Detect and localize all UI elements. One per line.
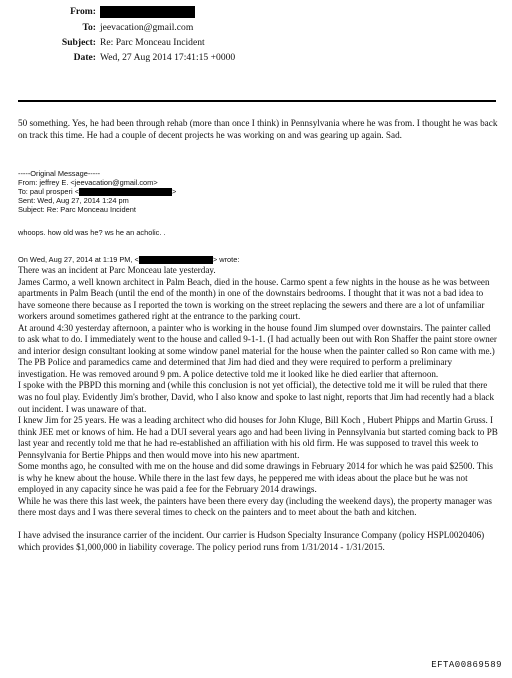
document-id: EFTA00869589 (431, 660, 502, 670)
header-to (0, 22, 512, 34)
header-subject (0, 37, 512, 49)
quoted-intro-redaction (139, 256, 213, 264)
quoted-intro (18, 256, 239, 265)
original-from: From: jeffrey E. <jeevacation@gmail.com> (18, 178, 158, 187)
from-redaction (100, 6, 195, 18)
header-date (0, 52, 512, 64)
quoted-paragraph: I knew Jim for 25 years. He was a leading architect who did houses for John Kluge, Bill Koch , Hubert Phipps and Martin Gruss. I think JEE met or knows of him. He had a DUI several years ago and had been living in Pennsylvania but started coming back to PB last year and recently told me that he had re-established an affiliation with his old firm. He was supposed to travel this week to Pennsylvania for Bertie Phipps and then would move into his new apartment. (18, 415, 498, 460)
quoted-paragraph: James Carmo, a well known architect in Palm Beach, died in the house. Carmo spent a few nights in the house as he was between apartments in Palm Beach (until the end of the month) in one of the downstairs bedrooms. I thought that it was not a bad idea to have someone there because as I reported the town is working on the street replacing the sewers and there are a lot of unfamiliar workers around sometimes gathered right at the entrance to the parking court. (18, 276, 490, 322)
subject-label: Subject: (61, 37, 96, 48)
header-divider (18, 100, 496, 102)
original-message: whoops. how old was he? ws he an acholic. . (18, 228, 166, 237)
to-value: jeevacation@gmail.com (100, 22, 194, 33)
subject-value: Re: Parc Monceau Incident (100, 37, 205, 48)
to-label: To: (82, 22, 96, 33)
quoted-paragraph: While he was there this last week, the painters have been there every day (including the weekend days), the property manager was there most days and I was there several times to check on the painters and to meet about the bath and kitchen. (18, 495, 492, 518)
from-label: From: (70, 6, 96, 17)
original-to-suffix: > (172, 187, 177, 196)
date-value: Wed, 27 Aug 2014 17:41:15 +0000 (100, 52, 236, 63)
original-subject: Subject: Re: Parc Monceau Incident (18, 205, 136, 214)
original-sent: Sent: Wed, Aug 27, 2014 1:24 pm (18, 196, 129, 205)
original-to-redaction (79, 188, 172, 196)
quoted-intro-prefix: On Wed, Aug 27, 2014 at 1:19 PM, < (18, 255, 139, 264)
quoted-paragraph: There was an incident at Parc Monceau late yesterday. (18, 265, 216, 275)
quoted-paragraph: Some months ago, he consulted with me on the house and did some drawings in February 2014 for which he was paid $2500. This is why he knew about the house. While there in the last few days, he peppered me with ideas about the place but he was not employed in any capacity since he was paid a fee for the February 2014 drawings. (18, 461, 493, 495)
header-from (0, 6, 96, 18)
quoted-paragraph: I spoke with the PBPD this morning and (while this conclusion is not yet official), the detective told me it will be ruled that there was no foul play. Evidently Jim's brother, David, who I also know and spoke to last night, reports that Jim had recently had a black out incident. I was unaware of that. (18, 380, 494, 414)
quoted-intro-suffix: > wrote: (212, 255, 240, 264)
closing-paragraph: I have advised the insurance carrier of the incident. Our carrier is Hudson Specialty Insurance Company (policy HSPL0020406) which provides $1,000,000 in liability coverage. The policy period runs from 1/31/2014 - 1/31/2015. (18, 530, 485, 552)
reply-text: 50 something. Yes, he had been through rehab (more than once I think) in Pennsylvania where he was from. I thought he was back on track this time. He had a couple of decent projects he was working on and was gearing up again. Sad. (18, 118, 498, 140)
quoted-body (18, 265, 498, 553)
quoted-paragraph: At around 4:30 yesterday afternoon, a painter who is working in the house found Jim slumped over downstairs. The painter called to ask what to do. I immediately went to the house and called 9-1-1. (I had actually been out with Ron Shaffer the paint store owner and interior design consultant looking at some window panel material for the house when the painter called so Ron came with me.) The PB Police and paramedics came and determined that Jim had died and they were required to perform a preliminary investigation. He was removed around 9 pm. A police detective told me it looked like he died earlier that afternoon. (18, 322, 497, 379)
original-divider: -----Original Message----- (18, 169, 101, 178)
original-to-prefix: To: paul prosperi < (18, 187, 80, 196)
date-label: Date: (73, 52, 96, 63)
